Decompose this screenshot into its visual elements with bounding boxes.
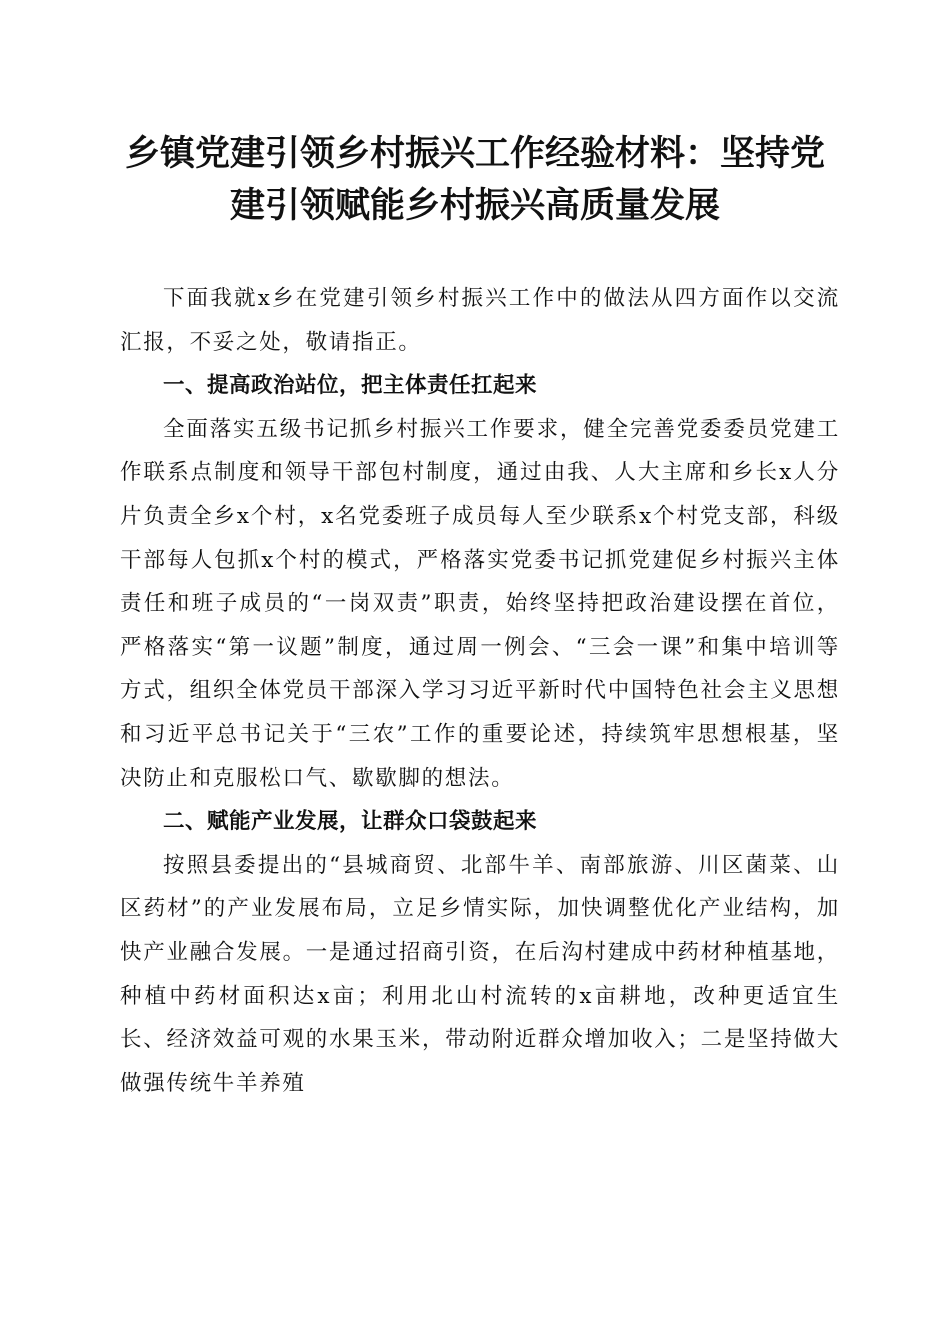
- document-title: [100, 128, 850, 232]
- intro-paragraph: 下面我就x乡在党建引领乡村振兴工作中的做法从四方面作以交流汇报，不妥之处，敬请指正。: [120, 286, 840, 355]
- section-2-heading: 二、赋能产业发展，让群众口袋鼓起来: [163, 809, 538, 835]
- document-body: [120, 277, 840, 1105]
- section-1-heading: 一、提高政治站位，把主体责任扛起来: [163, 373, 538, 399]
- section-2-paragraph: 按照县委提出的“县城商贸、北部牛羊、南部旅游、川区菌菜、山区药材”的产业发展布局，立足乡情实际，加快调整优化产业结构，加快产业融合发展。一是通过招商引资，在后沟村建成中药材种植基地，种植中药材面积达x亩；利用北山村流转的x亩耕地，改种更适宜生长、经济效益可观的水果玉米，带动附近群众增加收入；二是坚持做大做强传统牛羊养殖: [120, 852, 840, 1096]
- title-line-1: 乡镇党建引领乡村振兴工作经验材料：坚持党: [124, 133, 825, 174]
- section-1-paragraph: 全面落实五级书记抓乡村振兴工作要求，健全完善党委委员党建工作联系点制度和领导干部包村制度，通过由我、人大主席和乡长x人分片负责全乡x个村，x名党委班子成员每人至少联系x个村党支部，科级干部每人包抓x个村的模式，严格落实党委书记抓党建促乡村振兴主体责任和班子成员的“一岗双责”职责，始终坚持把政治建设摆在首位，严格落实“第一议题”制度，通过周一例会、“三会一课”和集中培训等方式，组织全体党员干部深入学习习近平新时代中国特色社会主义思想和习近平总书记关于“三农”工作的重要论述，持续筑牢思想根基，坚决防止和克服松口气、歇歇脚的想法。: [120, 416, 840, 791]
- title-line-2: 建引领赋能乡村振兴高质量发展: [229, 185, 720, 226]
